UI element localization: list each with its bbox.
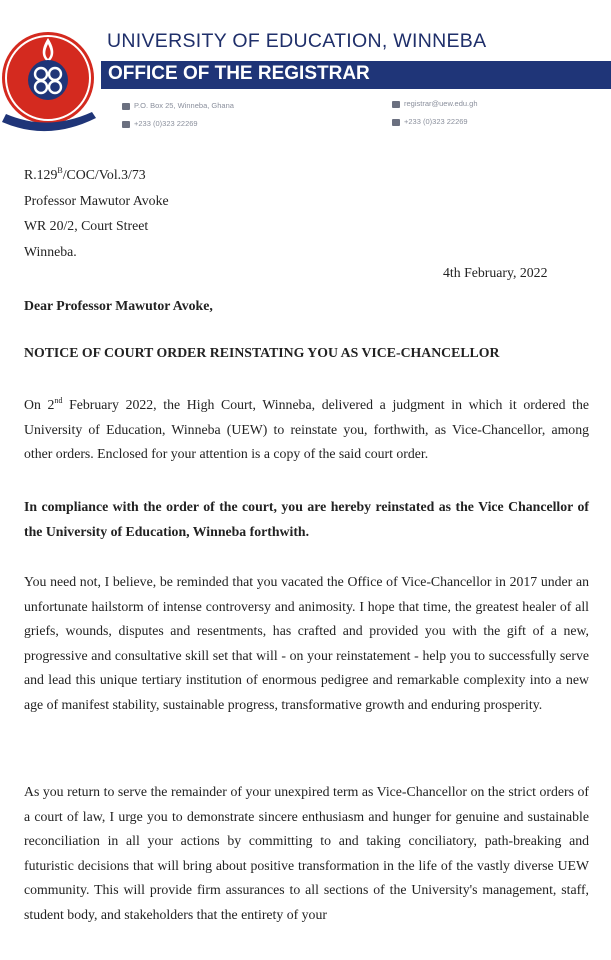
university-name: UNIVERSITY OF EDUCATION, WINNEBA (107, 30, 487, 52)
contact-address (122, 101, 234, 110)
address-text: P.O. Box 25, Winneba, Ghana (134, 101, 234, 110)
letter-subject: NOTICE OF COURT ORDER REINSTATING YOU AS VICE-CHANCELLOR (24, 345, 500, 360)
letter-date: 4th February, 2022 (443, 265, 548, 280)
paragraph-1: On 2nd February 2022, the High Court, Winneba, delivered a judgment in which it ordered the University of Education, Winneba (UEW) to reinstate you, forthwith, as Vice-Chancellor, among other orders. Enclosed for your attention is a copy of the said court order. (24, 396, 590, 461)
recipient-city: Winneba. (24, 244, 77, 259)
contact-phone-left (122, 119, 198, 128)
contact-email (392, 99, 478, 108)
office-title: OFFICE OF THE REGISTRAR (108, 63, 370, 84)
reference-number: $R.129^B/COC/Vol.3/73$ (24, 166, 146, 182)
university-crest-logo (0, 14, 100, 144)
phone-icon (122, 121, 130, 128)
mail-icon (122, 103, 130, 110)
recipient-street: WR 20/2, Court Street (24, 218, 149, 233)
contact-phone-right (392, 117, 468, 126)
phone-left-text: +233 (0)323 22269 (134, 119, 198, 128)
email-icon (392, 101, 400, 108)
salutation: Dear Professor Mawutor Avoke, (24, 298, 213, 313)
phone-right-text: +233 (0)323 22269 (404, 117, 468, 126)
paragraph-4: As you return to serve the remainder of your unexpired term as Vice-Chancellor on the strict orders of a court of law, I urge you to demonstrate sincere enthusiasm and hunger for genuine and sustainable reconciliation in all your actions by committing to and taking conciliatory, path-breaking and futuristic decisions that will bring about positive transformation in the life of the vastly diverse UEW community. This will provide firm assurances to all sections of the University's management, staff, student body, and stakeholders that the entirety of your (24, 784, 589, 922)
paragraph-2: In compliance with the order of the court, you are hereby reinstated as the Vice Chancellor of the University of Education, Winneba forthwith. (24, 499, 589, 539)
recipient-name: Professor Mawutor Avoke (24, 193, 169, 208)
email-text: registrar@uew.edu.gh (404, 99, 478, 108)
paragraph-3: You need not, I believe, be reminded that you vacated the Office of Vice-Chancellor in 2017 under an unfortunate hailstorm of intense controversy and animosity. I hope that time, the greatest healer of all griefs, wounds, disputes and resentments, has crafted and provided you with the gift of a new, progressive and consultative skill set that will - on your reinstatement - help you to successfully serve and lead this unique tertiary institution of enormous pedigree and remarkable complexity into a new age of manifest stability, sustainable progress, transformative growth and enduring prosperity. (24, 574, 589, 712)
letterhead (0, 0, 611, 140)
fax-icon (392, 119, 400, 126)
